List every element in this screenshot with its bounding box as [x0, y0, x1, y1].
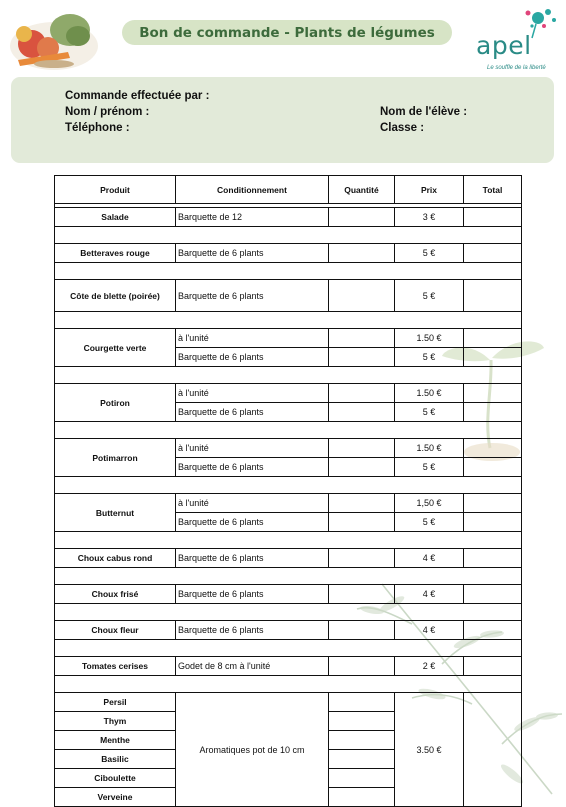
packaging-cell: Barquette de 6 plants: [176, 621, 329, 640]
product-name: Choux fleur: [55, 621, 176, 640]
price-cell: 3 €: [395, 208, 464, 227]
total-cell[interactable]: [464, 549, 522, 568]
vegetables-illustration: [8, 6, 100, 72]
aromatics-packaging-cell: Aromatiques pot de 10 cm: [176, 693, 329, 807]
packaging-cell: à l'unité: [176, 329, 329, 348]
title-banner: [122, 20, 452, 45]
packaging-cell: Barquette de 6 plants: [176, 403, 329, 422]
packaging-cell: à l'unité: [176, 384, 329, 403]
price-cell: 1,50 €: [395, 494, 464, 513]
ordered-by-label: Commande effectuée par :: [65, 90, 210, 102]
total-cell[interactable]: [464, 458, 522, 477]
total-cell[interactable]: [464, 585, 522, 604]
packaging-cell: Barquette de 6 plants: [176, 348, 329, 367]
total-cell[interactable]: [464, 384, 522, 403]
quantity-cell[interactable]: [329, 585, 395, 604]
total-cell[interactable]: [464, 494, 522, 513]
product-name: Betteraves rouge: [55, 244, 176, 263]
table-row: [55, 329, 522, 348]
price-cell: 5 €: [395, 403, 464, 422]
product-name: Butternut: [55, 494, 176, 532]
price-cell: 4 €: [395, 621, 464, 640]
quantity-cell[interactable]: [329, 513, 395, 532]
product-name: Salade: [55, 208, 176, 227]
aromatic-name: Menthe: [55, 731, 176, 750]
quantity-cell[interactable]: [329, 244, 395, 263]
quantity-cell[interactable]: [329, 208, 395, 227]
header-total: Total: [464, 176, 522, 204]
logo-word: apel: [476, 31, 532, 60]
table-row: [55, 657, 522, 676]
price-cell: 5 €: [395, 513, 464, 532]
total-cell[interactable]: [464, 621, 522, 640]
total-cell[interactable]: [464, 208, 522, 227]
packaging-cell: Barquette de 6 plants: [176, 513, 329, 532]
quantity-cell[interactable]: [329, 621, 395, 640]
table-header-row: [55, 176, 522, 204]
quantity-cell[interactable]: [329, 403, 395, 422]
quantity-cell[interactable]: [329, 348, 395, 367]
quantity-cell[interactable]: [329, 750, 395, 769]
header-quantity: Quantité: [329, 176, 395, 204]
quantity-cell[interactable]: [329, 439, 395, 458]
product-name: Courgette verte: [55, 329, 176, 367]
packaging-cell: à l'unité: [176, 494, 329, 513]
total-cell[interactable]: [464, 657, 522, 676]
price-cell: 4 €: [395, 585, 464, 604]
packaging-cell: Barquette de 6 plants: [176, 280, 329, 312]
packaging-cell: à l'unité: [176, 439, 329, 458]
order-table: [54, 175, 522, 807]
total-cell[interactable]: [464, 439, 522, 458]
product-name: Côte de blette (poirée): [55, 280, 176, 312]
header-packaging: Conditionnement: [176, 176, 329, 204]
quantity-cell[interactable]: [329, 384, 395, 403]
table-row: [55, 384, 522, 403]
price-cell: 4 €: [395, 549, 464, 568]
product-name: Choux cabus rond: [55, 549, 176, 568]
table-row: [55, 244, 522, 263]
quantity-cell[interactable]: [329, 280, 395, 312]
quantity-cell[interactable]: [329, 769, 395, 788]
student-name-label: Nom de l'élève :: [380, 106, 468, 118]
quantity-cell[interactable]: [329, 549, 395, 568]
aromatics-price-cell: 3.50 €: [395, 693, 464, 807]
aromatic-name: Basilic: [55, 750, 176, 769]
quantity-cell[interactable]: [329, 494, 395, 513]
total-cell[interactable]: [464, 403, 522, 422]
total-cell[interactable]: [464, 513, 522, 532]
aromatic-name: Verveine: [55, 788, 176, 807]
packaging-cell: Barquette de 6 plants: [176, 585, 329, 604]
aromatics-total-cell[interactable]: [464, 693, 522, 807]
table-row: [55, 439, 522, 458]
packaging-cell: Barquette de 12: [176, 208, 329, 227]
price-cell: 5 €: [395, 348, 464, 367]
price-cell: 1.50 €: [395, 384, 464, 403]
price-cell: 5 €: [395, 458, 464, 477]
total-cell[interactable]: [464, 348, 522, 367]
table-row: [55, 549, 522, 568]
product-name: Potimarron: [55, 439, 176, 477]
logo-tagline: Le souffle de la liberté: [487, 65, 546, 71]
packaging-cell: Barquette de 6 plants: [176, 244, 329, 263]
quantity-cell[interactable]: [329, 712, 395, 731]
aromatic-name: Ciboulette: [55, 769, 176, 788]
total-cell[interactable]: [464, 329, 522, 348]
header-price: Prix: [395, 176, 464, 204]
phone-label: Téléphone :: [65, 122, 130, 134]
table-row: [55, 693, 522, 712]
packaging-cell: Barquette de 6 plants: [176, 458, 329, 477]
quantity-cell[interactable]: [329, 788, 395, 807]
total-cell[interactable]: [464, 244, 522, 263]
table-row: [55, 208, 522, 227]
quantity-cell[interactable]: [329, 731, 395, 750]
price-cell: 1.50 €: [395, 439, 464, 458]
price-cell: 5 €: [395, 280, 464, 312]
packaging-cell: Barquette de 6 plants: [176, 549, 329, 568]
name-label: Nom / prénom :: [65, 106, 150, 118]
class-label: Classe :: [380, 122, 425, 134]
aromatic-name: Persil: [55, 693, 176, 712]
price-cell: 5 €: [395, 244, 464, 263]
product-name: Potiron: [55, 384, 176, 422]
page-title: Bon de commande - Plants de légumes: [139, 24, 435, 41]
product-name: Choux frisé: [55, 585, 176, 604]
price-cell: 1.50 €: [395, 329, 464, 348]
table-row: [55, 280, 522, 312]
quantity-cell[interactable]: [329, 693, 395, 712]
aromatic-name: Thym: [55, 712, 176, 731]
quantity-cell[interactable]: [329, 329, 395, 348]
product-name: Tomates cerises: [55, 657, 176, 676]
table-row: [55, 585, 522, 604]
quantity-cell[interactable]: [329, 458, 395, 477]
header-product: Produit: [55, 176, 176, 204]
total-cell[interactable]: [464, 280, 522, 312]
quantity-cell[interactable]: [329, 657, 395, 676]
price-cell: 2 €: [395, 657, 464, 676]
packaging-cell: Godet de 8 cm à l'unité: [176, 657, 329, 676]
table-row: [55, 621, 522, 640]
table-row: [55, 494, 522, 513]
